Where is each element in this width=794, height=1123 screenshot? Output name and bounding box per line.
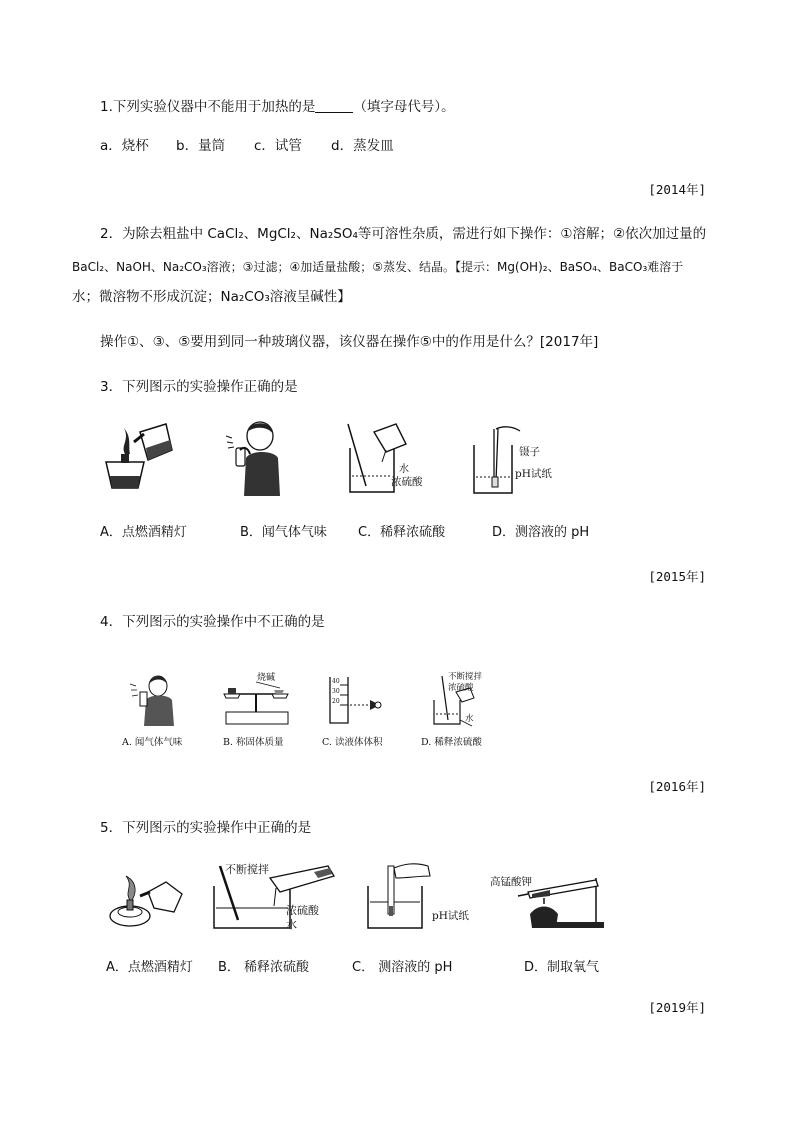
- q4-tick-30: 30: [332, 688, 340, 695]
- q4-caption-a: A. 闻气体气味: [122, 737, 183, 748]
- q3-label-tweezers: 镊子: [519, 446, 540, 458]
- q5-option-c: C． 测溶液的 pH: [352, 960, 453, 975]
- q3-stem: 3．下列图示的实验操作正确的是: [100, 379, 298, 395]
- q5-label-water: 水: [286, 918, 297, 931]
- q3-option-d: D．测溶液的 pH: [492, 525, 590, 540]
- q3-option-a: A．点燃酒精灯: [100, 525, 187, 540]
- q5-label-stir: 不断搅拌: [225, 863, 269, 876]
- q1-stem-before: 1.下列实验仪器中不能用于加热的是: [100, 99, 316, 115]
- q2-line-2: BaCl₂、NaOH、Na₂CO₃溶液；③过滤；④加适量盐酸；⑤蒸发、结晶。【提示：Mg(OH)₂、BaSO₄、BaCO₃难溶于: [72, 260, 684, 274]
- q1-option-a: a．烧杯: [100, 138, 149, 154]
- q1-option-c: c．试管: [254, 138, 302, 154]
- q5-label-ph-paper: pH试纸: [432, 910, 469, 922]
- q5-option-a: A．点燃酒精灯: [106, 960, 193, 975]
- q4-tick-40: 40: [332, 678, 340, 685]
- q2-question: 操作①、③、⑤要用到同一种玻璃仪器，该仪器在操作⑤中的作用是什么？[2017年]: [100, 334, 599, 350]
- q4-fig-a-smell-gas: [128, 674, 184, 726]
- q4-label-water: 水: [465, 714, 474, 724]
- q1-option-d: d．蒸发皿: [331, 138, 394, 154]
- q5-fig-c-measure-ph: [364, 862, 436, 932]
- q3-label-ph-paper: pH试纸: [515, 468, 552, 480]
- q5-label-kmno4: 高锰酸钾: [490, 876, 532, 888]
- q4-label-conc-acid: 浓硫酸: [448, 683, 474, 693]
- q5-year: [2019年]: [648, 1000, 706, 1015]
- q5-label-conc-acid: 浓硫酸: [286, 904, 319, 917]
- q4-caption-d: D. 稀释浓硫酸: [421, 737, 482, 748]
- q4-caption-b: B. 称固体质量: [223, 737, 284, 748]
- q4-caption-c: C. 读液体体积: [322, 737, 383, 748]
- q4-tick-20: 20: [332, 698, 340, 705]
- q5-option-b: B． 稀释浓硫酸: [218, 960, 310, 975]
- q1-stem: [100, 97, 455, 117]
- q4-label-caustic-soda: 烧碱: [257, 673, 276, 683]
- q1-answer-blank[interactable]: [315, 98, 353, 113]
- q3-option-c: C．稀释浓硫酸: [358, 525, 446, 540]
- q3-year: [2015年]: [648, 569, 706, 584]
- q3-label-conc-acid: 浓硫酸: [391, 476, 423, 488]
- q3-fig-d-measure-ph: [470, 425, 530, 497]
- q3-option-b: B．闻气体气味: [240, 525, 327, 540]
- q4-fig-b-balance: [218, 680, 294, 726]
- q4-year: [2016年]: [648, 779, 706, 794]
- q5-option-d: D．制取氧气: [524, 960, 600, 975]
- q1-year: [2014年]: [648, 182, 706, 197]
- q4-label-stir: 不断搅拌: [448, 672, 483, 682]
- q1-option-b: b．量筒: [176, 138, 226, 154]
- q3-fig-b-smell-gas: [222, 418, 292, 496]
- q2-line-3: 水；微溶物不形成沉淀；Na₂CO₃溶液呈碱性】: [72, 289, 351, 305]
- q5-fig-a-alcohol-lamp: [104, 872, 190, 928]
- q3-fig-a-alcohol-lamp: [100, 420, 180, 495]
- q1-stem-after: （填字母代号）。: [353, 99, 455, 115]
- q3-label-water: 水: [399, 464, 409, 475]
- q2-line-1: 2．为除去粗盐中 CaCl₂、MgCl₂、Na₂SO₄等可溶性杂质，需进行如下操作：①溶解；②依次加过量的: [100, 226, 707, 242]
- q4-stem: 4．下列图示的实验操作中不正确的是: [100, 614, 325, 630]
- q5-stem: 5．下列图示的实验操作中正确的是: [100, 820, 312, 836]
